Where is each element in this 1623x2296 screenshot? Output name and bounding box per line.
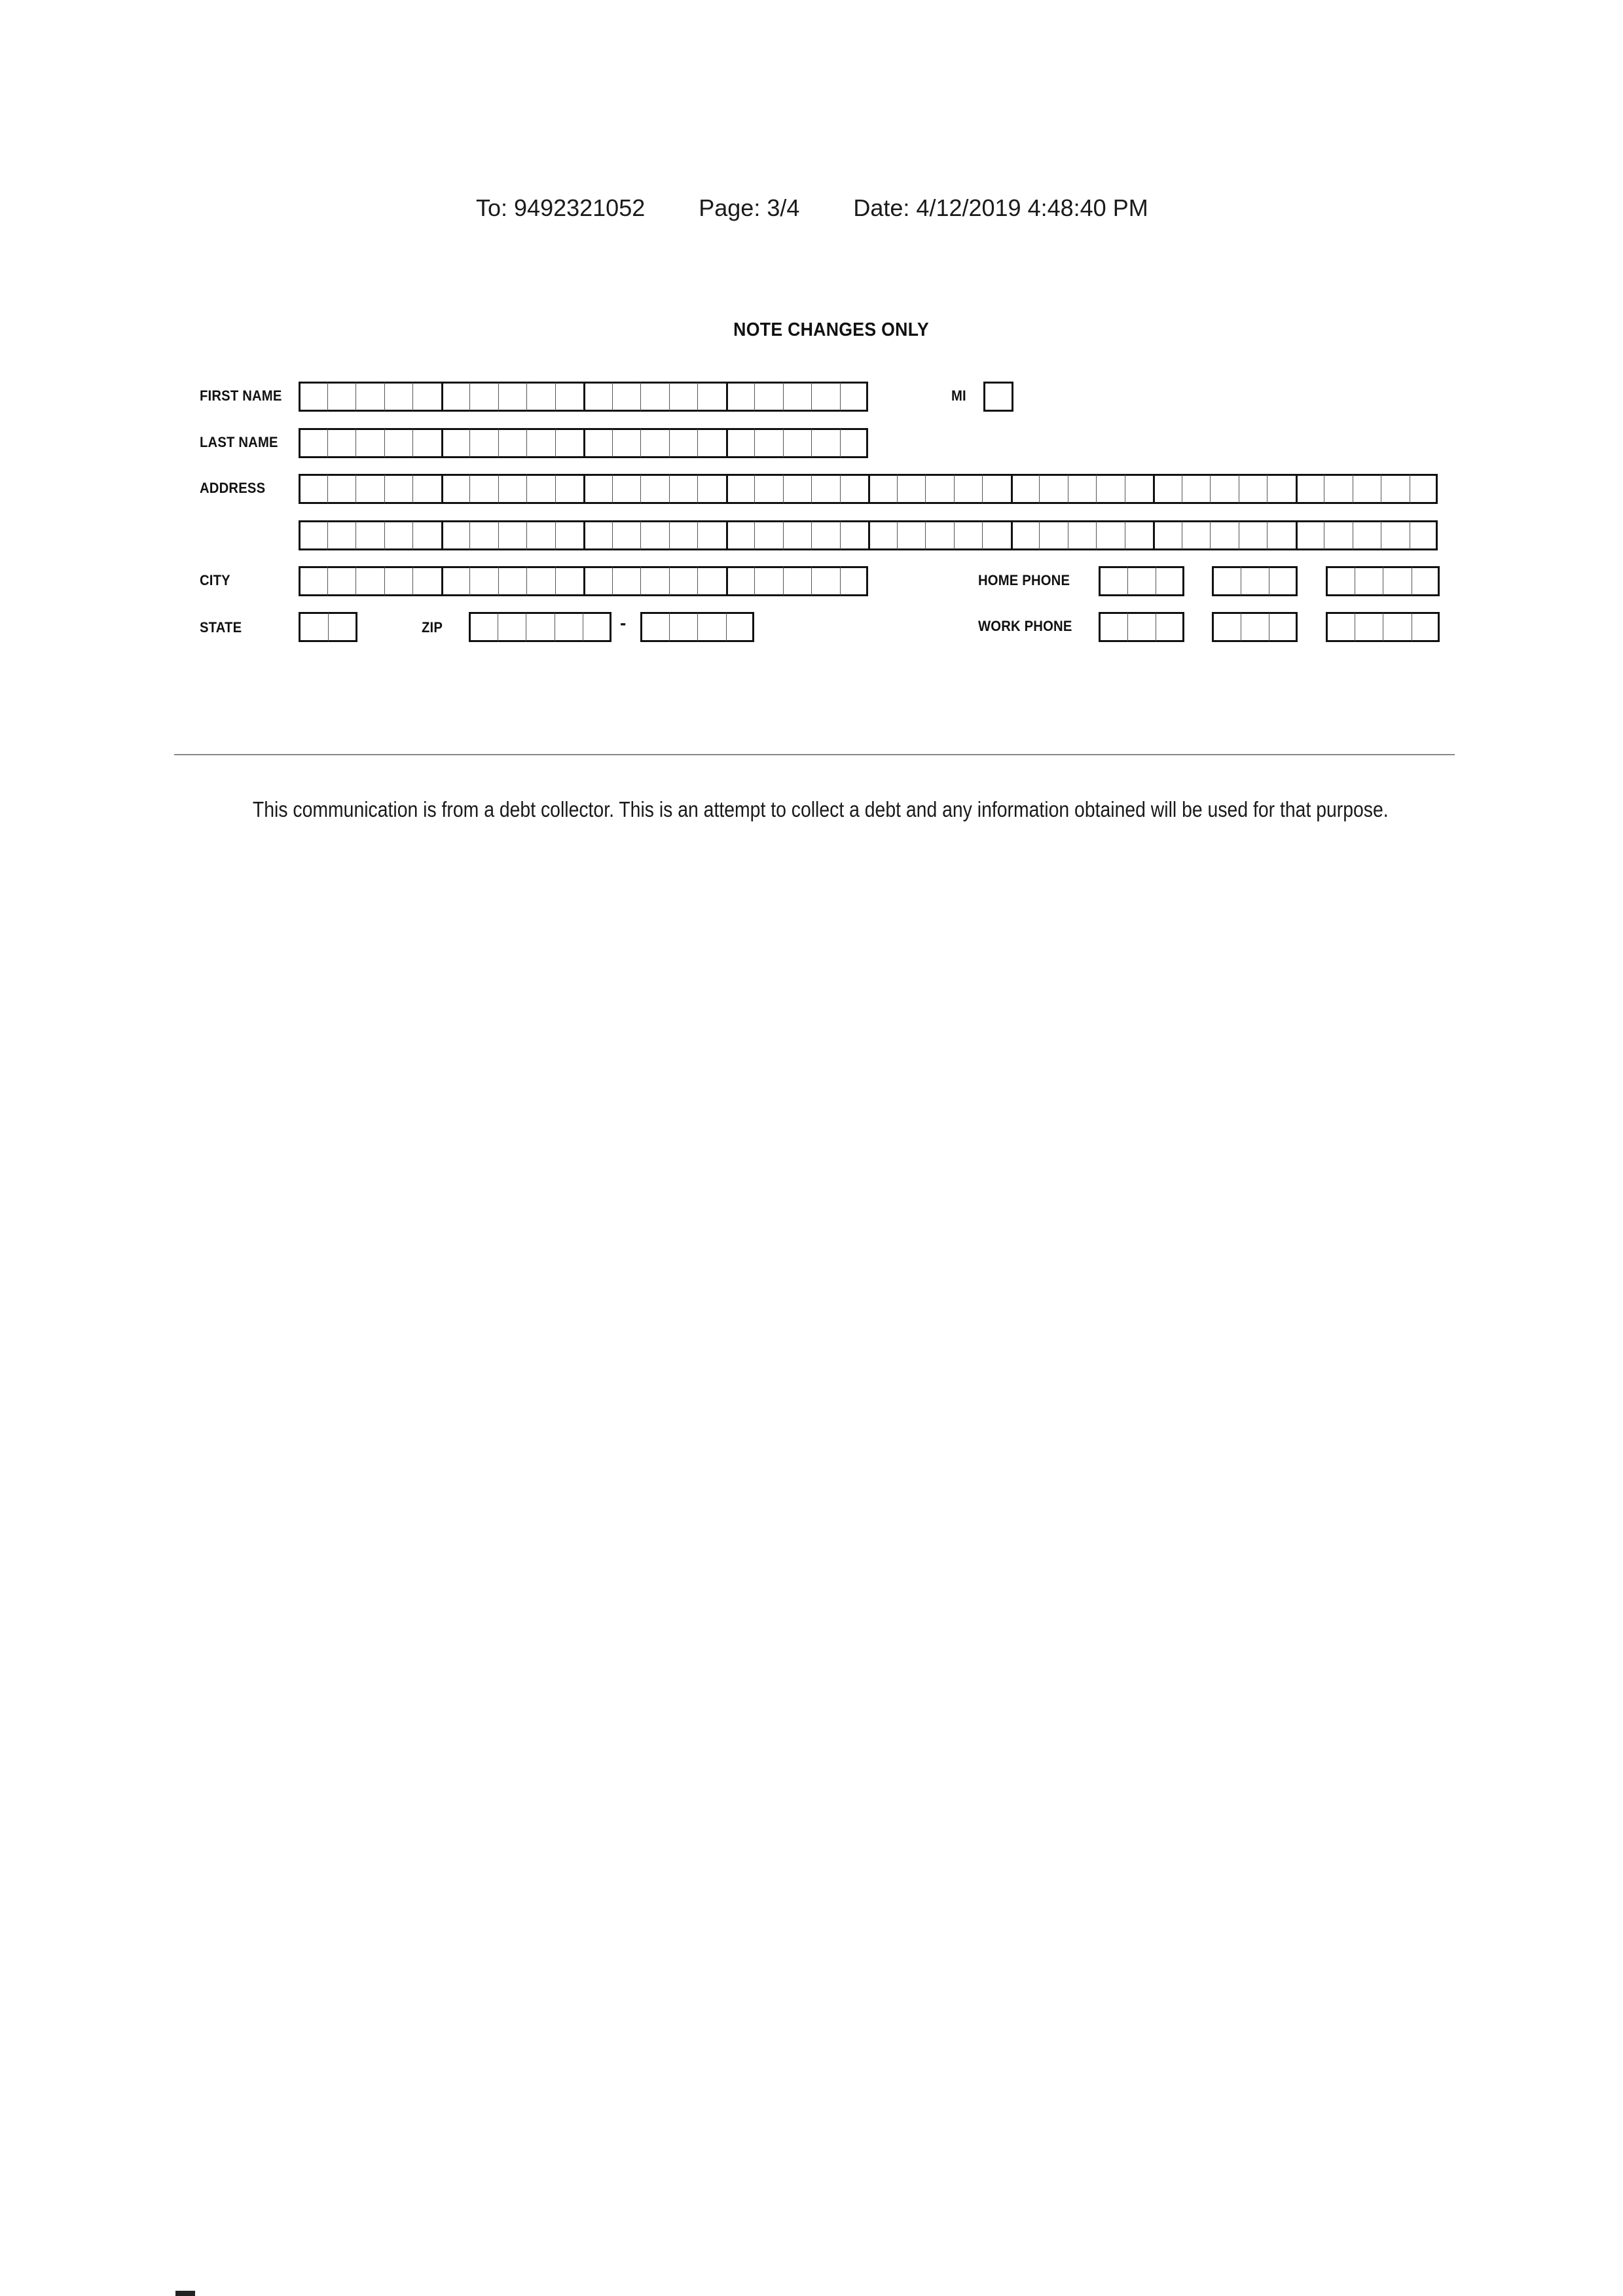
char-box[interactable] <box>469 612 498 642</box>
char-box[interactable] <box>1239 474 1267 504</box>
city-label: CITY <box>200 572 230 588</box>
char-box[interactable] <box>726 520 755 550</box>
char-box[interactable] <box>783 566 812 596</box>
char-box[interactable] <box>412 474 441 504</box>
char-box[interactable] <box>1267 474 1296 504</box>
char-box[interactable] <box>1156 612 1184 642</box>
char-box[interactable] <box>840 520 869 550</box>
char-box[interactable] <box>441 566 470 596</box>
char-box[interactable] <box>1210 520 1239 550</box>
char-box[interactable] <box>783 382 812 412</box>
char-box[interactable] <box>469 382 498 412</box>
char-box[interactable] <box>412 520 441 550</box>
char-box[interactable] <box>1039 520 1068 550</box>
fax-page-number: Page: 3/4 <box>699 194 800 221</box>
char-box[interactable] <box>498 612 526 642</box>
home-phone-label: HOME PHONE <box>978 572 1070 588</box>
work-phone-area-boxes[interactable] <box>1099 612 1184 642</box>
char-box[interactable] <box>954 520 983 550</box>
char-box[interactable] <box>1239 520 1267 550</box>
char-box[interactable] <box>1182 474 1211 504</box>
char-box[interactable] <box>783 474 812 504</box>
char-box[interactable] <box>1153 474 1182 504</box>
char-box[interactable] <box>1353 474 1381 504</box>
char-box[interactable] <box>555 382 584 412</box>
char-box[interactable] <box>356 520 384 550</box>
char-box[interactable] <box>697 520 726 550</box>
char-box[interactable] <box>726 428 755 458</box>
char-box[interactable] <box>697 566 726 596</box>
char-box[interactable] <box>498 520 527 550</box>
char-box[interactable] <box>1381 520 1410 550</box>
debt-collector-disclaimer: This communication is from a debt collector. This is an attempt to collect a debt and any information obtained will be used for that purpose. <box>252 797 1389 821</box>
char-box[interactable] <box>384 474 413 504</box>
char-box[interactable] <box>1326 612 1355 642</box>
fax-date: Date: 4/12/2019 4:48:40 PM <box>853 194 1148 221</box>
char-box[interactable] <box>983 382 1013 412</box>
char-box[interactable] <box>1127 566 1156 596</box>
char-box[interactable] <box>498 428 527 458</box>
char-box[interactable] <box>697 474 726 504</box>
work-phone-prefix-boxes[interactable] <box>1212 612 1298 642</box>
char-box[interactable] <box>469 566 498 596</box>
char-box[interactable] <box>356 566 384 596</box>
char-box[interactable] <box>1241 566 1269 596</box>
char-box[interactable] <box>1125 474 1154 504</box>
char-box[interactable] <box>1212 566 1241 596</box>
char-box[interactable] <box>299 428 327 458</box>
char-box[interactable] <box>555 520 584 550</box>
char-box[interactable] <box>726 612 755 642</box>
char-box[interactable] <box>1099 566 1127 596</box>
char-box[interactable] <box>526 428 555 458</box>
char-box[interactable] <box>412 566 441 596</box>
char-box[interactable] <box>811 382 840 412</box>
char-box[interactable] <box>640 566 669 596</box>
char-box[interactable] <box>1096 474 1125 504</box>
zip-boxes[interactable] <box>469 612 611 642</box>
char-box[interactable] <box>612 428 641 458</box>
char-box[interactable] <box>1410 520 1438 550</box>
char-box[interactable] <box>526 612 555 642</box>
home-phone-prefix-boxes[interactable] <box>1212 566 1298 596</box>
fax-recipient: To: 9492321052 <box>476 194 646 221</box>
char-box[interactable] <box>1210 474 1239 504</box>
char-box[interactable] <box>384 382 413 412</box>
char-box[interactable] <box>412 428 441 458</box>
char-box[interactable] <box>697 428 726 458</box>
first-name-boxes[interactable] <box>299 382 868 412</box>
char-box[interactable] <box>868 474 897 504</box>
char-box[interactable] <box>811 474 840 504</box>
char-box[interactable] <box>697 612 726 642</box>
address-label: ADDRESS <box>200 480 266 496</box>
char-box[interactable] <box>783 428 812 458</box>
char-box[interactable] <box>640 474 669 504</box>
char-box[interactable] <box>583 474 612 504</box>
char-box[interactable] <box>1296 474 1324 504</box>
char-box[interactable] <box>868 520 897 550</box>
char-box[interactable] <box>1324 474 1353 504</box>
home-phone-line-boxes[interactable] <box>1326 566 1440 596</box>
char-box[interactable] <box>811 428 840 458</box>
char-box[interactable] <box>640 520 669 550</box>
char-box[interactable] <box>583 520 612 550</box>
char-box[interactable] <box>1383 566 1412 596</box>
char-box[interactable] <box>1410 474 1438 504</box>
char-box[interactable] <box>441 520 470 550</box>
char-box[interactable] <box>498 382 527 412</box>
char-box[interactable] <box>669 520 698 550</box>
page-edge-mark <box>175 2291 195 2296</box>
form-title: NOTE CHANGES ONLY <box>733 319 929 340</box>
char-box[interactable] <box>384 520 413 550</box>
char-box[interactable] <box>583 566 612 596</box>
char-box[interactable] <box>384 428 413 458</box>
char-box[interactable] <box>954 474 983 504</box>
char-box[interactable] <box>1355 566 1383 596</box>
char-box[interactable] <box>583 382 612 412</box>
char-box[interactable] <box>1153 520 1182 550</box>
char-box[interactable] <box>1355 612 1383 642</box>
char-box[interactable] <box>1383 612 1412 642</box>
char-box[interactable] <box>1269 566 1298 596</box>
char-box[interactable] <box>754 382 783 412</box>
char-box[interactable] <box>669 566 698 596</box>
char-box[interactable] <box>1011 520 1040 550</box>
char-box[interactable] <box>299 520 327 550</box>
char-box[interactable] <box>469 428 498 458</box>
char-box[interactable] <box>356 474 384 504</box>
char-box[interactable] <box>1099 612 1127 642</box>
char-box[interactable] <box>299 566 327 596</box>
state-boxes[interactable] <box>299 612 357 642</box>
char-box[interactable] <box>640 428 669 458</box>
char-box[interactable] <box>754 566 783 596</box>
char-box[interactable] <box>982 474 1011 504</box>
zip-plus4-boxes[interactable] <box>640 612 754 642</box>
char-box[interactable] <box>726 382 755 412</box>
address-line-1-boxes[interactable] <box>299 474 1438 504</box>
char-box[interactable] <box>811 520 840 550</box>
char-box[interactable] <box>583 428 612 458</box>
char-box[interactable] <box>328 612 357 642</box>
char-box[interactable] <box>897 520 926 550</box>
char-box[interactable] <box>526 566 555 596</box>
char-box[interactable] <box>925 474 954 504</box>
char-box[interactable] <box>1068 520 1097 550</box>
char-box[interactable] <box>526 382 555 412</box>
char-box[interactable] <box>498 474 527 504</box>
work-phone-line-boxes[interactable] <box>1326 612 1440 642</box>
zip-separator: - <box>620 613 627 633</box>
char-box[interactable] <box>640 382 669 412</box>
char-box[interactable] <box>697 382 726 412</box>
char-box[interactable] <box>1039 474 1068 504</box>
char-box[interactable] <box>555 474 584 504</box>
char-box[interactable] <box>555 428 584 458</box>
char-box[interactable] <box>356 382 384 412</box>
char-box[interactable] <box>1412 612 1440 642</box>
state-label: STATE <box>200 619 242 636</box>
section-divider <box>174 754 1455 755</box>
char-box[interactable] <box>1353 520 1381 550</box>
char-box[interactable] <box>1296 520 1324 550</box>
mi-box[interactable] <box>983 382 1013 412</box>
char-box[interactable] <box>1381 474 1410 504</box>
zip-label: ZIP <box>422 619 443 636</box>
char-box[interactable] <box>1182 520 1211 550</box>
char-box[interactable] <box>1269 612 1298 642</box>
char-box[interactable] <box>612 474 641 504</box>
char-box[interactable] <box>555 612 583 642</box>
char-box[interactable] <box>1324 520 1353 550</box>
char-box[interactable] <box>669 612 698 642</box>
char-box[interactable] <box>783 520 812 550</box>
char-box[interactable] <box>441 428 470 458</box>
char-box[interactable] <box>412 382 441 412</box>
last-name-label: LAST NAME <box>200 434 278 450</box>
char-box[interactable] <box>1125 520 1154 550</box>
char-box[interactable] <box>498 566 527 596</box>
city-boxes[interactable] <box>299 566 868 596</box>
address-line-2-boxes[interactable] <box>299 520 1438 550</box>
char-box[interactable] <box>555 566 584 596</box>
char-box[interactable] <box>1156 566 1184 596</box>
char-box[interactable] <box>327 566 356 596</box>
char-box[interactable] <box>327 474 356 504</box>
char-box[interactable] <box>925 520 954 550</box>
char-box[interactable] <box>441 382 470 412</box>
char-box[interactable] <box>441 474 470 504</box>
char-box[interactable] <box>612 520 641 550</box>
char-box[interactable] <box>1096 520 1125 550</box>
char-box[interactable] <box>299 474 327 504</box>
char-box[interactable] <box>1241 612 1269 642</box>
mi-label: MI <box>951 387 966 404</box>
char-box[interactable] <box>469 520 498 550</box>
char-box[interactable] <box>840 566 869 596</box>
char-box[interactable] <box>384 566 413 596</box>
char-box[interactable] <box>583 612 611 642</box>
char-box[interactable] <box>299 382 327 412</box>
home-phone-area-boxes[interactable] <box>1099 566 1184 596</box>
last-name-boxes[interactable] <box>299 428 868 458</box>
char-box[interactable] <box>840 474 869 504</box>
char-box[interactable] <box>669 428 698 458</box>
char-box[interactable] <box>299 612 328 642</box>
char-box[interactable] <box>726 566 755 596</box>
char-box[interactable] <box>726 474 755 504</box>
fax-header <box>476 191 1148 225</box>
char-box[interactable] <box>754 474 783 504</box>
char-box[interactable] <box>1127 612 1156 642</box>
char-box[interactable] <box>669 474 698 504</box>
char-box[interactable] <box>982 520 1011 550</box>
char-box[interactable] <box>1068 474 1097 504</box>
char-box[interactable] <box>1267 520 1296 550</box>
char-box[interactable] <box>811 566 840 596</box>
char-box[interactable] <box>1412 566 1440 596</box>
char-box[interactable] <box>526 474 555 504</box>
char-box[interactable] <box>640 612 669 642</box>
char-box[interactable] <box>840 428 869 458</box>
char-box[interactable] <box>1011 474 1040 504</box>
char-box[interactable] <box>327 520 356 550</box>
char-box[interactable] <box>1212 612 1241 642</box>
char-box[interactable] <box>754 520 783 550</box>
char-box[interactable] <box>754 428 783 458</box>
first-name-label: FIRST NAME <box>200 387 282 404</box>
char-box[interactable] <box>1326 566 1355 596</box>
char-box[interactable] <box>356 428 384 458</box>
char-box[interactable] <box>469 474 498 504</box>
char-box[interactable] <box>327 428 356 458</box>
char-box[interactable] <box>612 566 641 596</box>
char-box[interactable] <box>669 382 698 412</box>
char-box[interactable] <box>840 382 869 412</box>
char-box[interactable] <box>526 520 555 550</box>
char-box[interactable] <box>327 382 356 412</box>
char-box[interactable] <box>897 474 926 504</box>
work-phone-label: WORK PHONE <box>978 618 1072 634</box>
char-box[interactable] <box>612 382 641 412</box>
